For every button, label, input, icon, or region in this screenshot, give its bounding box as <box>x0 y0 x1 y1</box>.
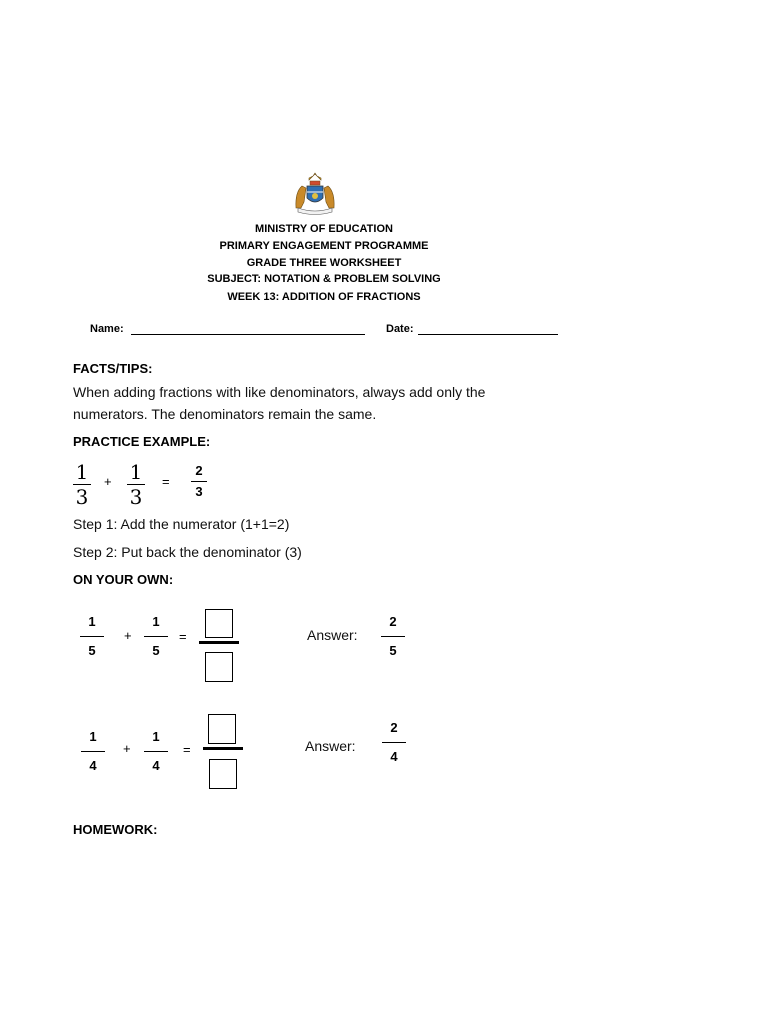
denominator: 5 <box>152 643 160 658</box>
facts-line-1: When adding fractions with like denominators, always add only the <box>73 384 486 400</box>
date-label: Date: <box>386 323 414 335</box>
problem-1-fraction-b <box>144 614 168 659</box>
denominator: 4 <box>89 758 97 773</box>
fraction-bar <box>381 636 405 637</box>
problem-1-fraction-bar <box>199 641 239 644</box>
date-field[interactable] <box>418 334 558 335</box>
denominator: 3 <box>195 484 203 499</box>
fraction-bar <box>144 636 168 637</box>
practice-step-1: Step 1: Add the numerator (1+1=2) <box>73 516 290 532</box>
header-ministry: MINISTRY OF EDUCATION <box>255 223 393 235</box>
plus-sign: + <box>123 741 131 756</box>
numerator: 2 <box>389 614 397 629</box>
fraction-bar <box>382 742 406 743</box>
practice-fraction-result <box>191 463 207 500</box>
header-programme: PRIMARY ENGAGEMENT PROGRAMME <box>219 240 429 252</box>
numerator: 1 <box>75 460 89 484</box>
homework-heading: HOMEWORK: <box>73 822 158 837</box>
problem-2-denominator-box[interactable] <box>209 759 237 789</box>
denominator: 3 <box>129 485 143 509</box>
facts-line-2: numerators. The denominators remain the same. <box>73 406 377 422</box>
numerator: 1 <box>89 729 97 744</box>
facts-heading: FACTS/TIPS: <box>73 361 153 376</box>
practice-heading: PRACTICE EXAMPLE: <box>73 434 211 449</box>
problem-1-answer-label: Answer: <box>307 627 358 643</box>
coat-of-arms-icon <box>292 172 338 216</box>
problem-2-fraction-bar <box>203 747 243 750</box>
problem-2-answer-fraction <box>382 720 406 765</box>
fraction-bar <box>191 481 207 482</box>
practice-step-2: Step 2: Put back the denominator (3) <box>73 544 302 560</box>
numerator: 1 <box>152 614 160 629</box>
problem-2-answer-label: Answer: <box>305 738 356 754</box>
on-your-own-heading: ON YOUR OWN: <box>73 572 174 587</box>
fraction-bar <box>81 751 105 752</box>
denominator: 5 <box>88 643 96 658</box>
numerator: 2 <box>195 463 203 478</box>
problem-1-numerator-box[interactable] <box>205 609 233 638</box>
equals-sign: = <box>183 742 191 757</box>
denominator: 4 <box>152 758 160 773</box>
problem-2-fraction-b <box>144 729 168 774</box>
denominator: 3 <box>75 485 89 509</box>
problem-2-fraction-a <box>81 729 105 774</box>
fraction-bar <box>80 636 104 637</box>
plus-sign: + <box>124 628 132 643</box>
denominator: 5 <box>389 643 397 658</box>
plus-sign: + <box>104 474 112 489</box>
denominator: 4 <box>390 749 398 764</box>
header-subject: SUBJECT: NOTATION & PROBLEM SOLVING <box>207 273 441 285</box>
name-label: Name: <box>90 323 124 335</box>
header-week: WEEK 13: ADDITION OF FRACTIONS <box>227 291 421 303</box>
equals-sign: = <box>179 629 187 644</box>
numerator: 1 <box>88 614 96 629</box>
practice-fraction-a <box>73 460 91 509</box>
problem-1-fraction-a <box>80 614 104 659</box>
problem-2-numerator-box[interactable] <box>208 714 236 744</box>
problem-1-denominator-box[interactable] <box>205 652 233 682</box>
problem-1-answer-fraction <box>381 614 405 659</box>
header-grade: GRADE THREE WORKSHEET <box>246 257 402 269</box>
practice-fraction-b <box>127 460 145 509</box>
numerator: 1 <box>152 729 160 744</box>
numerator: 1 <box>129 460 143 484</box>
fraction-bar <box>144 751 168 752</box>
name-field[interactable] <box>131 334 365 335</box>
numerator: 2 <box>390 720 398 735</box>
equals-sign: = <box>162 474 170 489</box>
